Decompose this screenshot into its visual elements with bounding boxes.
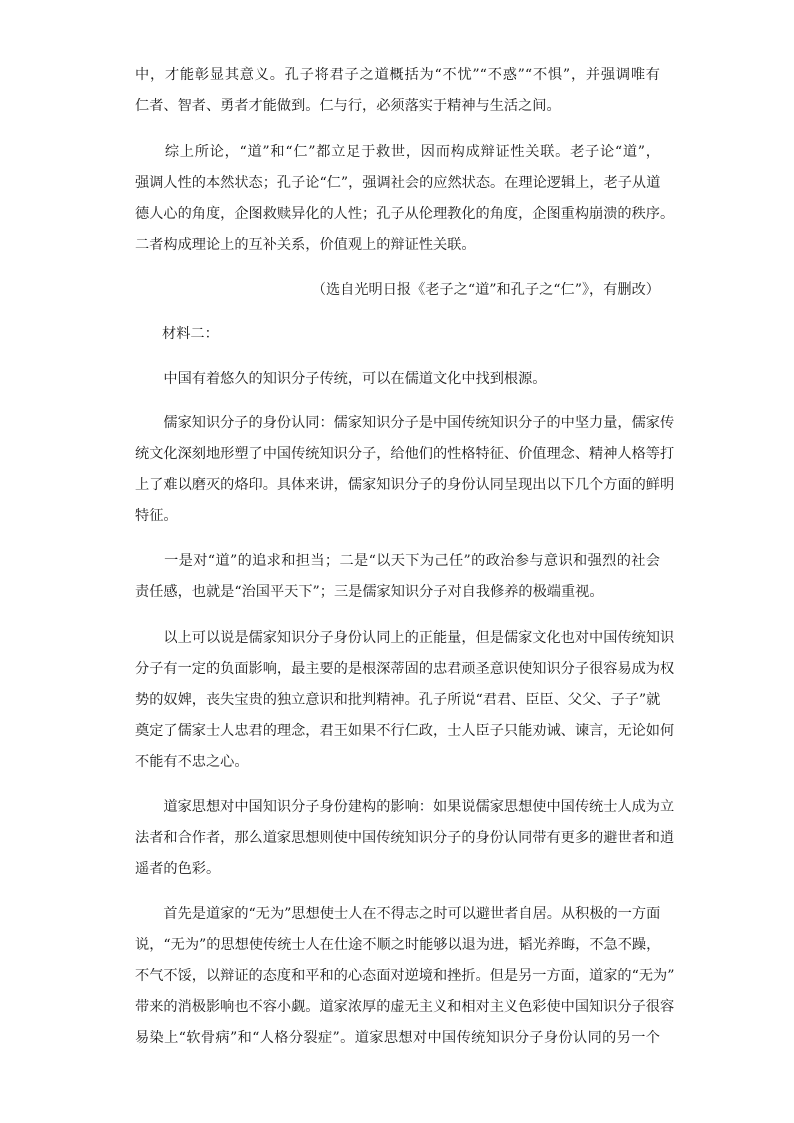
text-line: 综上所论，“道”和“仁”都立足于救世，因而构成辩证性关联。老子论“道”，: [135, 144, 660, 160]
paragraph-taoist-influence: [135, 792, 675, 885]
paragraph-negative-influence: [135, 623, 675, 778]
paragraph-wuwei: [135, 899, 675, 1054]
text-line: 说，“无为”的思想使传统士人在仕途不顺之时能够以退为进，韬光养晦，不急不躁，: [135, 937, 661, 953]
text-line: 一是对“道”的追求和担当；二是“以天下为己任”的政治参与意识和强烈的社会: [135, 553, 660, 569]
text-line: 中，才能彰显其意义。孔子将君子之道概括为“不忧”“不惑”“不惧”，并强调唯有: [135, 67, 660, 83]
paragraph-three-features: [135, 546, 660, 608]
text-line: 分子有一定的负面影响，最主要的是根深蒂固的忠君顽圣意识使知识分子很容易成为权: [135, 661, 675, 677]
paragraph-confucian-identity: [135, 408, 675, 532]
paragraph-intellectual-tradition: [135, 364, 660, 395]
text-line: 遥者的色彩。: [135, 861, 221, 877]
text-line: 统文化深刻地形塑了中国传统知识分子，给他们的性格特征、价值理念、精神人格等打: [135, 446, 675, 462]
text-line: 法者和合作者，那么道家思想则使中国传统知识分子的身份认同带有更多的避世者和逍: [135, 830, 675, 846]
text-line: 德人心的角度，企图救赎异化的人性；孔子从伦理教化的角度，企图重构崩溃的秩序。: [135, 206, 675, 222]
text-line: 首先是道家的“无为”思想使士人在不得志之时可以避世者自居。从积极的一方面: [135, 906, 661, 922]
text-line: 上了难以磨灭的烙印。具体来讲，儒家知识分子的身份认同呈现出以下几个方面的鲜明: [135, 477, 675, 493]
paragraph-confucius-virtues: [135, 60, 660, 122]
text-line: 责任感，也就是“治国平天下”；三是儒家知识分子对自我修养的极端重视。: [135, 584, 604, 600]
text-line: 奠定了儒家士人忠君的理念，君王如果不行仁政，士人臣子只能劝诫、谏言，无论如何: [135, 723, 675, 739]
text-line: 道家思想对中国知识分子身份建构的影响：如果说儒家思想使中国传统士人成为立: [135, 799, 675, 815]
text-line: 强调人性的本然状态；孔子论“仁”，强调社会的应然状态。在理论逻辑上，老子从道: [135, 175, 661, 191]
text-line: 二者构成理论上的互补关系，价值观上的辩证性关联。: [135, 237, 476, 253]
paragraph-summary: [135, 137, 675, 261]
text-line: 不气不馁，以辩证的态度和平和的心态面对逆境和挫折。但是另一方面，道家的“无为”: [135, 968, 675, 984]
text-line: 带来的消极影响也不容小觑。道家浓厚的虚无主义和相对主义色彩使中国知识分子很容: [135, 999, 675, 1015]
text-line: 以上可以说是儒家知识分子身份认同上的正能量，但是儒家文化也对中国传统知识: [135, 630, 675, 646]
text-line: 特征。: [135, 508, 178, 524]
material-two-label: 材料二：: [162, 326, 219, 342]
text-line: 儒家知识分子的身份认同：儒家知识分子是中国传统知识分子的中坚力量，儒家传: [135, 415, 675, 431]
text-line: 中国有着悠久的知识分子传统，可以在儒道文化中找到根源。: [135, 371, 547, 387]
text-line: 势的奴婢，丧失宝贵的独立意识和批判精神。孔子所说“君君、臣臣、父父、子子”就: [135, 692, 661, 708]
source-citation: （选自光明日报《老子之“道”和孔子之“仁”》，有删改）: [311, 282, 660, 298]
text-line: 不能有不忠之心。: [135, 754, 249, 770]
text-line: 易染上“软骨病”和“人格分裂症”。道家思想对中国传统知识分子身份认同的另一个: [135, 1030, 660, 1046]
text-line: 仁者、智者、勇者才能做到。仁与行，必须落实于精神与生活之间。: [135, 98, 561, 114]
